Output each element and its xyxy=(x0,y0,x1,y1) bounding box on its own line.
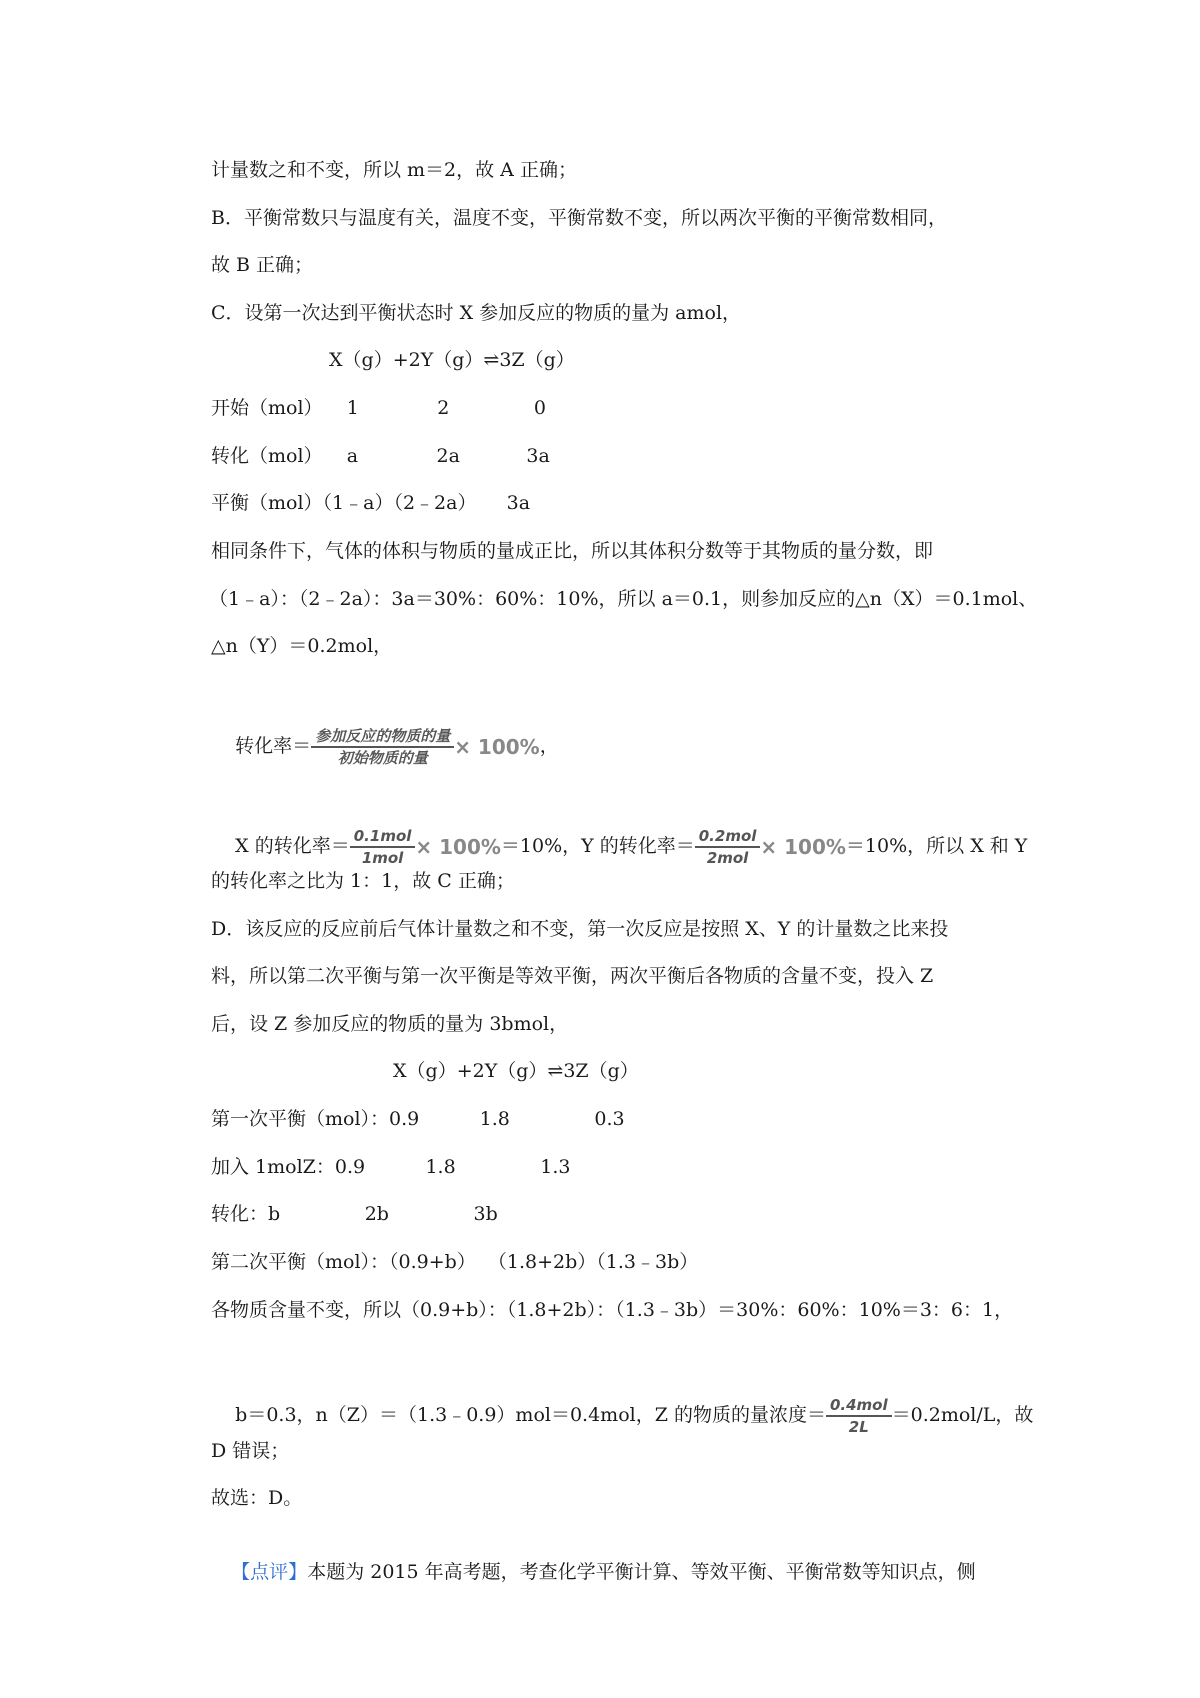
text-run: ＝10%，所以 X 和 Y xyxy=(845,835,1028,857)
text-run: ＝0.2mol/L，故 xyxy=(891,1404,1034,1426)
text-line: 各物质含量不变，所以（0.9+b）：（1.8+2b）：（1.3﹣3b）＝30%：60%：10%＝3：6：1， xyxy=(211,1299,1014,1321)
fraction xyxy=(695,826,761,868)
table-row: 转化：b 2b 3b xyxy=(211,1203,498,1225)
table-row: 第二次平衡（mol）：（0.9+b） （1.8+2b）（1.3﹣3b） xyxy=(211,1251,699,1273)
fraction-numerator: 0.4mol xyxy=(826,1395,892,1417)
fraction-denominator: 1mol xyxy=(361,849,404,867)
text-run: b＝0.3，n（Z）＝（1.3﹣0.9）mol＝0.4mol，Z 的物质的量浓度＝ xyxy=(235,1404,826,1426)
table-row: 平衡（mol）（1﹣a）（2﹣2a） 3a xyxy=(211,492,531,514)
times-percent: × 100% xyxy=(760,835,846,859)
comment-text: 本题为 2015 年高考题，考查化学平衡计算、等效平衡、平衡常数等知识点，侧 xyxy=(307,1561,976,1583)
text-line: D 错误； xyxy=(211,1440,290,1462)
text-line: D．该反应的反应前后气体计量数之和不变，第一次反应是按照 X、Y 的计量数之比来投 xyxy=(211,918,949,940)
text-run: X 的转化率＝ xyxy=(235,835,350,857)
formula-label: 转化率＝ xyxy=(235,735,312,757)
text-line: 料，所以第二次平衡与第一次平衡是等效平衡，两次平衡后各物质的含量不变，投入 Z xyxy=(211,965,934,987)
text-line: 后，设 Z 参加反应的物质的量为 3bmol， xyxy=(211,1013,569,1035)
text-line: △n（Y）＝0.2mol， xyxy=(211,635,393,657)
times-percent: × 100% xyxy=(415,835,501,859)
fraction-denominator: 2L xyxy=(848,1418,869,1436)
comment-line xyxy=(207,1533,976,1611)
fraction-numerator: 0.1mol xyxy=(350,826,416,848)
comment-label: 【点评】 xyxy=(231,1561,308,1583)
text-line: 计量数之和不变，所以 m＝2，故 A 正确； xyxy=(211,159,577,181)
text-line: B．平衡常数只与温度有关，温度不变，平衡常数不变，所以两次平衡的平衡常数相同， xyxy=(211,207,947,229)
fraction-denominator: 2mol xyxy=(706,849,749,867)
fraction xyxy=(311,726,454,768)
text-line: 的转化率之比为 1：1，故 C 正确； xyxy=(211,870,515,892)
fraction-numerator: 参加反应的物质的量 xyxy=(311,726,454,748)
text-line: （1﹣a）：（2﹣2a）：3a＝30%：60%：10%，所以 a＝0.1，则参加反应的△n（X）＝0.1mol、 xyxy=(209,588,1038,610)
formula-line xyxy=(211,700,559,794)
fraction-numerator: 0.2mol xyxy=(695,826,761,848)
text-line: 故选：D。 xyxy=(211,1487,303,1509)
table-row: 加入 1molZ：0.9 1.8 1.3 xyxy=(211,1156,571,1178)
table-row: 转化（mol） a 2a 3a xyxy=(211,445,550,467)
table-row: 开始（mol） 1 2 0 xyxy=(211,397,547,419)
formula-line xyxy=(211,1369,1033,1463)
text-line: 故 B 正确； xyxy=(211,254,314,276)
text-line: 相同条件下，气体的体积与物质的量成正比，所以其体积分数等于其物质的量分数，即 xyxy=(211,540,934,562)
equation-line: X（g）+2Y（g）⇌3Z（g） xyxy=(329,349,575,371)
text-line: C．设第一次达到平衡状态时 X 参加反应的物质的量为 amol， xyxy=(211,302,742,324)
text-run: ＝10%，Y 的转化率＝ xyxy=(500,835,695,857)
times-percent: × 100% xyxy=(454,735,540,759)
table-row: 第一次平衡（mol）：0.9 1.8 0.3 xyxy=(211,1108,625,1130)
punctuation: ， xyxy=(539,735,559,757)
equation-line: X（g）+2Y（g）⇌3Z（g） xyxy=(393,1060,639,1082)
fraction xyxy=(350,826,416,868)
fraction-denominator: 初始物质的量 xyxy=(337,749,428,767)
fraction xyxy=(826,1395,892,1437)
